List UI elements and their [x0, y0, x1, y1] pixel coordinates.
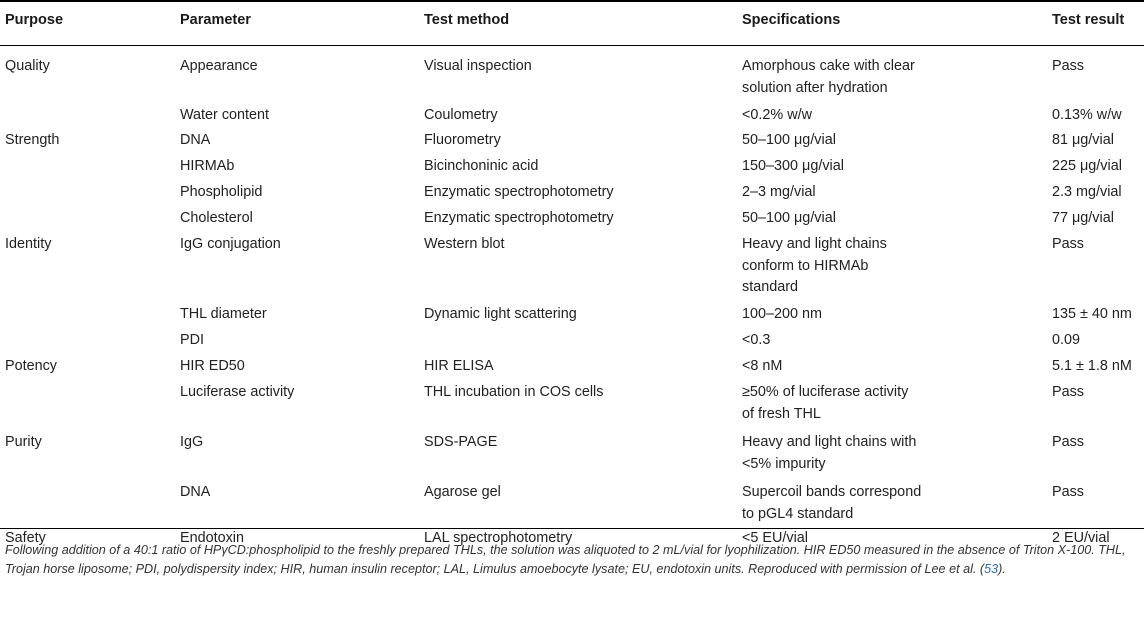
cell-test-result: 2.3 mg/vial [1052, 184, 1122, 200]
cell-parameter: HIR ED50 [180, 358, 245, 374]
cell-test-result: Pass [1052, 58, 1084, 74]
cell-specifications [742, 356, 782, 378]
table-row [0, 130, 1144, 150]
spec-line: <0.2% w/w [742, 107, 812, 123]
spec-line: <5% impurity [742, 455, 826, 472]
spec-line: conform to HIRMAb [742, 257, 869, 274]
table-footnote [5, 541, 1140, 579]
cell-parameter: IgG conjugation [180, 236, 281, 252]
cell-parameter: DNA [180, 484, 211, 500]
cell-test-method: Coulometry [424, 107, 498, 123]
header-specifications: Specifications [742, 12, 841, 28]
cell-specifications [742, 208, 836, 230]
table-row [0, 356, 1144, 376]
cell-test-method: Enzymatic spectrophotometry [424, 184, 614, 200]
cell-parameter: Cholesterol [180, 210, 253, 226]
cell-parameter: Phospholipid [180, 184, 263, 200]
cell-specifications [742, 482, 921, 525]
cell-specifications [742, 130, 836, 152]
cell-specifications [742, 182, 816, 204]
cell-specifications [742, 432, 916, 475]
table-row [0, 482, 1144, 522]
cell-specifications [742, 156, 844, 178]
cell-test-method: Dynamic light scattering [424, 306, 577, 322]
cell-specifications [742, 105, 812, 127]
cell-specifications [742, 330, 770, 352]
spec-line: <5 EU/vial [742, 530, 808, 546]
cell-test-result: Pass [1052, 484, 1084, 500]
cell-purpose: Strength [5, 132, 60, 148]
cell-test-result: 225 μg/vial [1052, 158, 1122, 174]
cell-parameter: Water content [180, 107, 270, 123]
spec-line: Amorphous cake with clear [742, 58, 915, 74]
cell-purpose: Purity [5, 434, 42, 450]
spec-line: 100–200 nm [742, 306, 823, 322]
cell-purpose: Potency [5, 358, 57, 374]
spec-line: ≥50% of luciferase activity [742, 384, 909, 400]
cell-test-method: Agarose gel [424, 484, 501, 500]
spec-line: <0.3 [742, 332, 771, 348]
cell-parameter: PDI [180, 332, 204, 348]
spec-line: to pGL4 standard [742, 505, 854, 522]
spec-line: 50–100 μg/vial [742, 210, 836, 226]
table-row [0, 432, 1144, 472]
table-row [0, 182, 1144, 202]
spec-line: of fresh THL [742, 405, 821, 422]
cell-test-method: Western blot [424, 236, 505, 252]
header-purpose: Purpose [5, 12, 64, 28]
cell-parameter: THL diameter [180, 306, 267, 322]
table-row [0, 330, 1144, 350]
cell-specifications [742, 56, 915, 99]
table-row [0, 304, 1144, 324]
table-row [0, 56, 1144, 96]
spec-line: Heavy and light chains [742, 236, 887, 252]
footnote-reference-link[interactable]: 53 [984, 562, 999, 576]
cell-parameter: Appearance [180, 58, 258, 74]
cell-test-method: LAL spectrophotometry [424, 530, 573, 546]
cell-test-result: Pass [1052, 236, 1084, 252]
cell-purpose: Safety [5, 530, 46, 546]
cell-test-result: Pass [1052, 384, 1084, 400]
cell-test-result: 77 μg/vial [1052, 210, 1114, 226]
cell-test-result: 0.13% w/w [1052, 107, 1122, 123]
table-row [0, 156, 1144, 176]
spec-line: <8 nM [742, 358, 783, 374]
cell-test-method: HIR ELISA [424, 358, 494, 374]
footnote-suffix: ). [998, 562, 1006, 576]
cell-test-method: Enzymatic spectrophotometry [424, 210, 614, 226]
cell-test-result: 0.09 [1052, 332, 1081, 348]
table-bottom-rule [0, 528, 1144, 529]
table-row [0, 234, 1144, 295]
cell-test-result: Pass [1052, 434, 1084, 450]
header-parameter: Parameter [180, 12, 251, 28]
cell-test-result: 5.1 ± 1.8 nM [1052, 358, 1132, 374]
spec-line: Heavy and light chains with [742, 434, 917, 450]
spec-line: 150–300 μg/vial [742, 158, 844, 174]
table-row [0, 208, 1144, 228]
cell-specifications [742, 304, 822, 326]
cell-parameter: DNA [180, 132, 211, 148]
spec-line: 50–100 μg/vial [742, 132, 836, 148]
spec-line: solution after hydration [742, 79, 888, 96]
table-top-rule [0, 0, 1144, 2]
table-row [0, 105, 1144, 125]
cell-test-result: 135 ± 40 nm [1052, 306, 1132, 322]
header-test-result: Test result [1052, 12, 1125, 28]
spec-line: Supercoil bands correspond [742, 484, 922, 500]
cell-test-method: SDS-PAGE [424, 434, 498, 450]
spec-line: standard [742, 279, 799, 295]
header-test-method: Test method [424, 12, 510, 28]
cell-parameter: Luciferase activity [180, 384, 295, 400]
cell-parameter: HIRMAb [180, 158, 235, 174]
spec-line: 2–3 mg/vial [742, 184, 816, 200]
cell-test-method: THL incubation in COS cells [424, 384, 604, 400]
cell-parameter: IgG [180, 434, 204, 450]
table-row [0, 382, 1144, 422]
table-header-row [0, 10, 1144, 30]
cell-purpose: Quality [5, 58, 50, 74]
cell-specifications [742, 234, 887, 299]
footnote-text: Following addition of a 40:1 ratio of HPγCD:phospholipid to the freshly prepared THLs, the solution was aliquoted to 2 mL/vial for lyophilization. HIR ED50 measured in the absence of Triton X-100. THL, Trojan horse liposome; PDI, polydispersity index; HIR, human insulin receptor; LAL, Limulus amoebocyte lysate; EU, endotoxin units. Reproduced with permission of Lee et al. ( [5, 543, 1126, 576]
cell-parameter: Endotoxin [180, 530, 245, 546]
cell-test-method: Fluorometry [424, 132, 501, 148]
cell-purpose: Identity [5, 236, 52, 252]
cell-test-method: Visual inspection [424, 58, 532, 74]
cell-test-result: 2 EU/vial [1052, 530, 1110, 546]
table-header-rule [0, 45, 1144, 46]
cell-test-result: 81 μg/vial [1052, 132, 1114, 148]
cell-test-method: Bicinchoninic acid [424, 158, 539, 174]
cell-specifications [742, 382, 908, 425]
